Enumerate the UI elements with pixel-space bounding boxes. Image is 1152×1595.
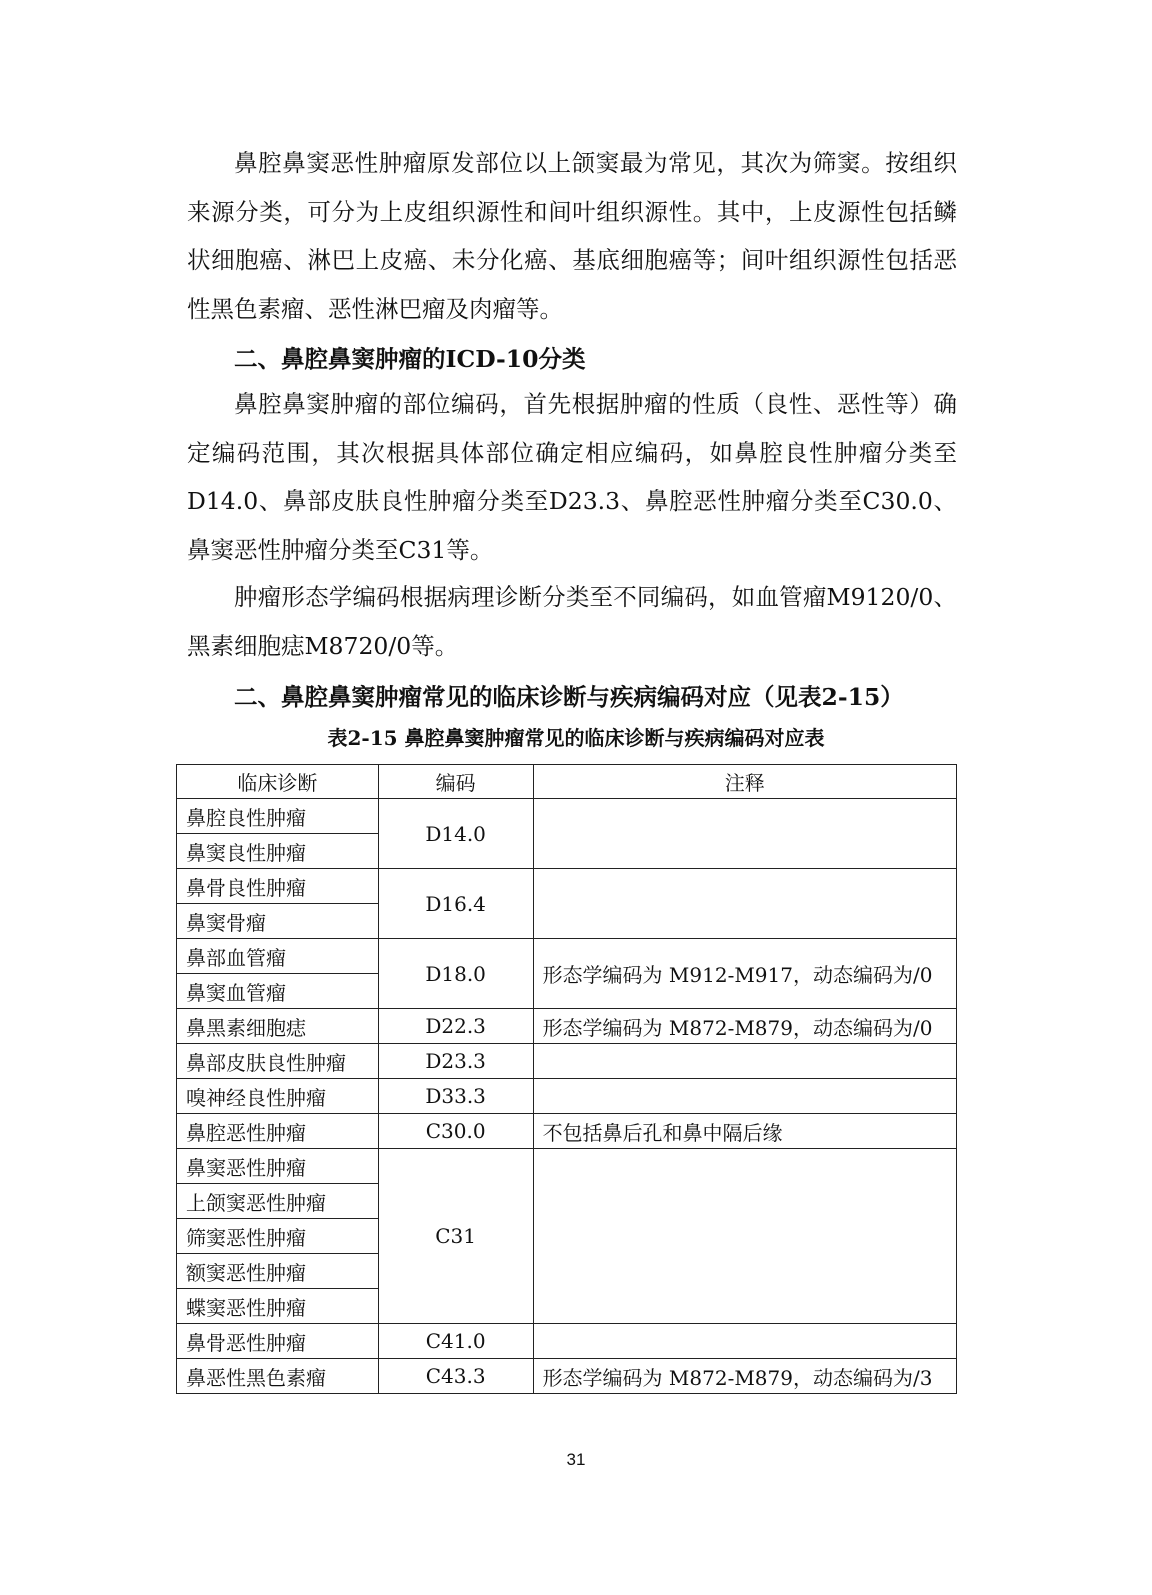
diagnosis-cell: 鼻骨良性肿瘤	[177, 869, 379, 904]
note-cell: 不包括鼻后孔和鼻中隔后缘	[533, 1114, 956, 1149]
table-row	[177, 1009, 957, 1044]
note-cell: 形态学编码为 M872-M879，动态编码为/3	[533, 1359, 956, 1394]
code-cell: D16.4	[378, 869, 533, 939]
diagnosis-cell: 鼻骨恶性肿瘤	[177, 1324, 379, 1359]
note-cell: 形态学编码为 M872-M879，动态编码为/0	[533, 1009, 956, 1044]
code-cell: D14.0	[378, 799, 533, 869]
code-cell: C43.3	[378, 1359, 533, 1394]
table-row	[177, 799, 957, 834]
code-cell: C41.0	[378, 1324, 533, 1359]
note-cell	[533, 1149, 956, 1324]
note-cell	[533, 799, 956, 869]
diagnosis-cell: 筛窦恶性肿瘤	[177, 1219, 379, 1254]
diagnosis-cell: 鼻部血管瘤	[177, 939, 379, 974]
code-cell: C30.0	[378, 1114, 533, 1149]
diagnosis-cell: 鼻窦恶性肿瘤	[177, 1149, 379, 1184]
note-cell	[533, 1324, 956, 1359]
table-row	[177, 1324, 957, 1359]
diagnosis-cell: 鼻窦良性肿瘤	[177, 834, 379, 869]
code-cell: C31	[378, 1149, 533, 1324]
table-row	[177, 1359, 957, 1394]
table-caption: 表2-15 鼻腔鼻窦肿瘤常见的临床诊断与疾病编码对应表	[327, 726, 825, 750]
paragraph-origin-classification: 鼻腔鼻窦恶性肿瘤原发部位以上颌窦最为常见，其次为筛窦。按组织来源分类，可分为上皮组织源性和间叶组织源性。其中，上皮源性包括鳞状细胞癌、淋巴上皮癌、未分化癌、基底细胞癌等；间叶组织源性包括恶性黑色素瘤、恶性淋巴瘤及肉瘤等。	[187, 149, 957, 323]
diagnosis-code-table	[176, 764, 957, 1394]
diagnosis-cell: 鼻部皮肤良性肿瘤	[177, 1044, 379, 1079]
note-cell	[533, 869, 956, 939]
table-row	[177, 1079, 957, 1114]
diagnosis-cell: 鼻黑素细胞痣	[177, 1009, 379, 1044]
note-cell: 形态学编码为 M912-M917，动态编码为/0	[533, 939, 956, 1009]
diagnosis-cell: 鼻窦血管瘤	[177, 974, 379, 1009]
code-cell: D22.3	[378, 1009, 533, 1044]
paragraph-site-coding: 鼻腔鼻窦肿瘤的部位编码，首先根据肿瘤的性质（良性、恶性等）确定编码范围，其次根据具体部位确定相应编码，如鼻腔良性肿瘤分类至D14.0、鼻部皮肤良性肿瘤分类至D23.3、鼻腔恶性肿瘤分类至C30.0、鼻窦恶性肿瘤分类至C31等。	[187, 390, 957, 564]
header-code: 编码	[378, 765, 533, 799]
paragraph-morphology-coding: 肿瘤形态学编码根据病理诊断分类至不同编码，如血管瘤M9120/0、黑素细胞痣M8720/0等。	[187, 583, 957, 660]
code-cell: D23.3	[378, 1044, 533, 1079]
diagnosis-cell: 嗅神经良性肿瘤	[177, 1079, 379, 1114]
page-number: 31	[566, 1450, 586, 1469]
header-diagnosis: 临床诊断	[177, 765, 379, 799]
table-row	[177, 939, 957, 974]
section-heading-icd10: 二、鼻腔鼻窦肿瘤的ICD-10分类	[234, 345, 586, 373]
table-row	[177, 869, 957, 904]
code-cell: D33.3	[378, 1079, 533, 1114]
diagnosis-cell: 鼻窦骨瘤	[177, 904, 379, 939]
table-row	[177, 1149, 957, 1184]
table-row	[177, 1044, 957, 1079]
note-cell	[533, 1044, 956, 1079]
note-cell	[533, 1079, 956, 1114]
diagnosis-cell: 鼻腔良性肿瘤	[177, 799, 379, 834]
diagnosis-cell: 上颌窦恶性肿瘤	[177, 1184, 379, 1219]
table-row	[177, 1114, 957, 1149]
table-body	[177, 799, 957, 1394]
section-heading-table-ref: 二、鼻腔鼻窦肿瘤常见的临床诊断与疾病编码对应（见表2-15）	[234, 683, 904, 711]
diagnosis-cell: 鼻恶性黑色素瘤	[177, 1359, 379, 1394]
diagnosis-cell: 额窦恶性肿瘤	[177, 1254, 379, 1289]
diagnosis-cell: 鼻腔恶性肿瘤	[177, 1114, 379, 1149]
code-cell: D18.0	[378, 939, 533, 1009]
table-header-row	[177, 765, 957, 799]
header-note: 注释	[533, 765, 956, 799]
diagnosis-cell: 蝶窦恶性肿瘤	[177, 1289, 379, 1324]
